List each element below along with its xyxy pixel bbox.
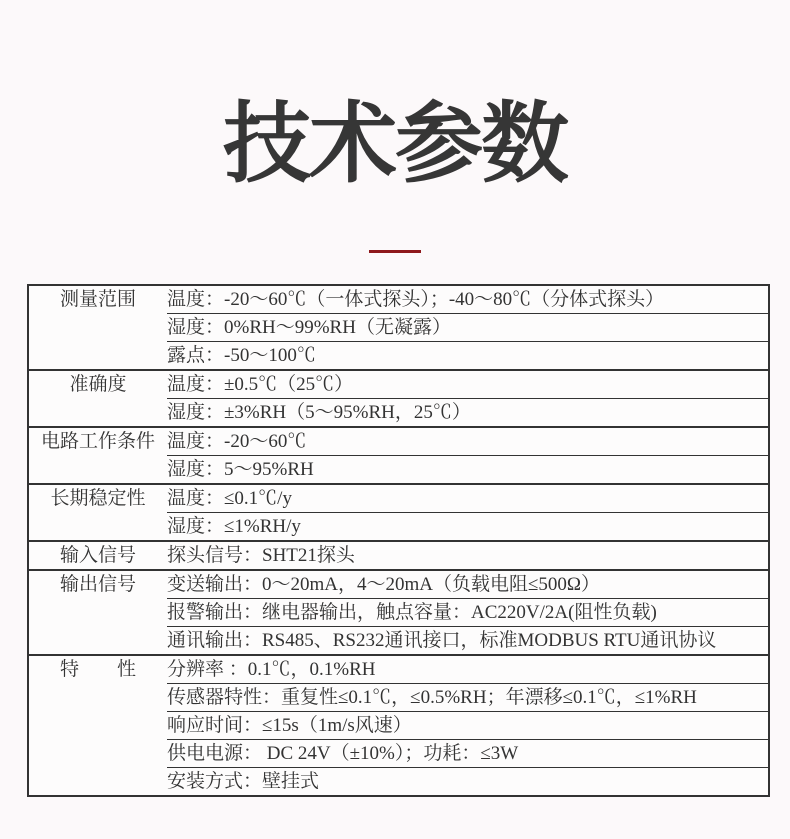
table-row	[28, 484, 769, 513]
spec-cell: 变送输出：0～20mA，4～20mA（负载电阻≤500Ω）	[167, 570, 769, 599]
row-group-label-output-signal: 输出信号	[28, 570, 167, 655]
spec-cell: 报警输出：继电器输出，触点容量：AC220V/2A(阻性负载)	[167, 599, 769, 627]
spec-cell: 供电电源： DC 24V（±10%）；功耗：≤3W	[167, 740, 769, 768]
spec-cell: 响应时间：≤15s（1m/s风速）	[167, 712, 769, 740]
spec-cell: 探头信号：SHT21探头	[167, 541, 769, 570]
table-row	[28, 427, 769, 456]
spec-cell: 湿度：±3%RH（5～95%RH，25℃）	[167, 399, 769, 428]
spec-cell: 露点：-50～100℃	[167, 342, 769, 371]
row-group-label-accuracy: 准确度	[28, 370, 167, 427]
spec-cell: 温度：±0.5℃（25℃）	[167, 370, 769, 399]
spec-table	[27, 284, 770, 797]
spec-cell: 湿度：5～95%RH	[167, 456, 769, 485]
spec-cell: 湿度：0%RH～99%RH（无凝露）	[167, 314, 769, 342]
table-row	[28, 655, 769, 684]
table-row	[28, 370, 769, 399]
table-row	[28, 285, 769, 314]
spec-cell: 通讯输出：RS485、RS232通讯接口，标准MODBUS RTU通讯协议	[167, 627, 769, 656]
row-group-label-input-signal: 输入信号	[28, 541, 167, 570]
row-group-label-measure-range: 测量范围	[28, 285, 167, 370]
row-group-label-characteristics: 特 性	[28, 655, 167, 796]
spec-cell: 温度：≤0.1℃/y	[167, 484, 769, 513]
table-row	[28, 570, 769, 599]
page-title: 技术参数	[222, 94, 567, 193]
accent-divider	[369, 250, 421, 253]
row-group-label-long-term-stability: 长期稳定性	[28, 484, 167, 541]
spec-cell: 分辨率 ：0.1℃，0.1%RH	[167, 655, 769, 684]
spec-cell: 温度：-20～60℃（一体式探头）；-40～80℃（分体式探头）	[167, 285, 769, 314]
spec-cell: 安装方式：壁挂式	[167, 768, 769, 797]
spec-cell: 传感器特性：重复性≤0.1℃，≤0.5%RH；年漂移≤0.1℃，≤1%RH	[167, 684, 769, 712]
row-group-label-circuit-conditions: 电路工作条件	[28, 427, 167, 484]
table-row	[28, 541, 769, 570]
spec-cell: 温度：-20～60℃	[167, 427, 769, 456]
spec-cell: 湿度：≤1%RH/y	[167, 513, 769, 542]
